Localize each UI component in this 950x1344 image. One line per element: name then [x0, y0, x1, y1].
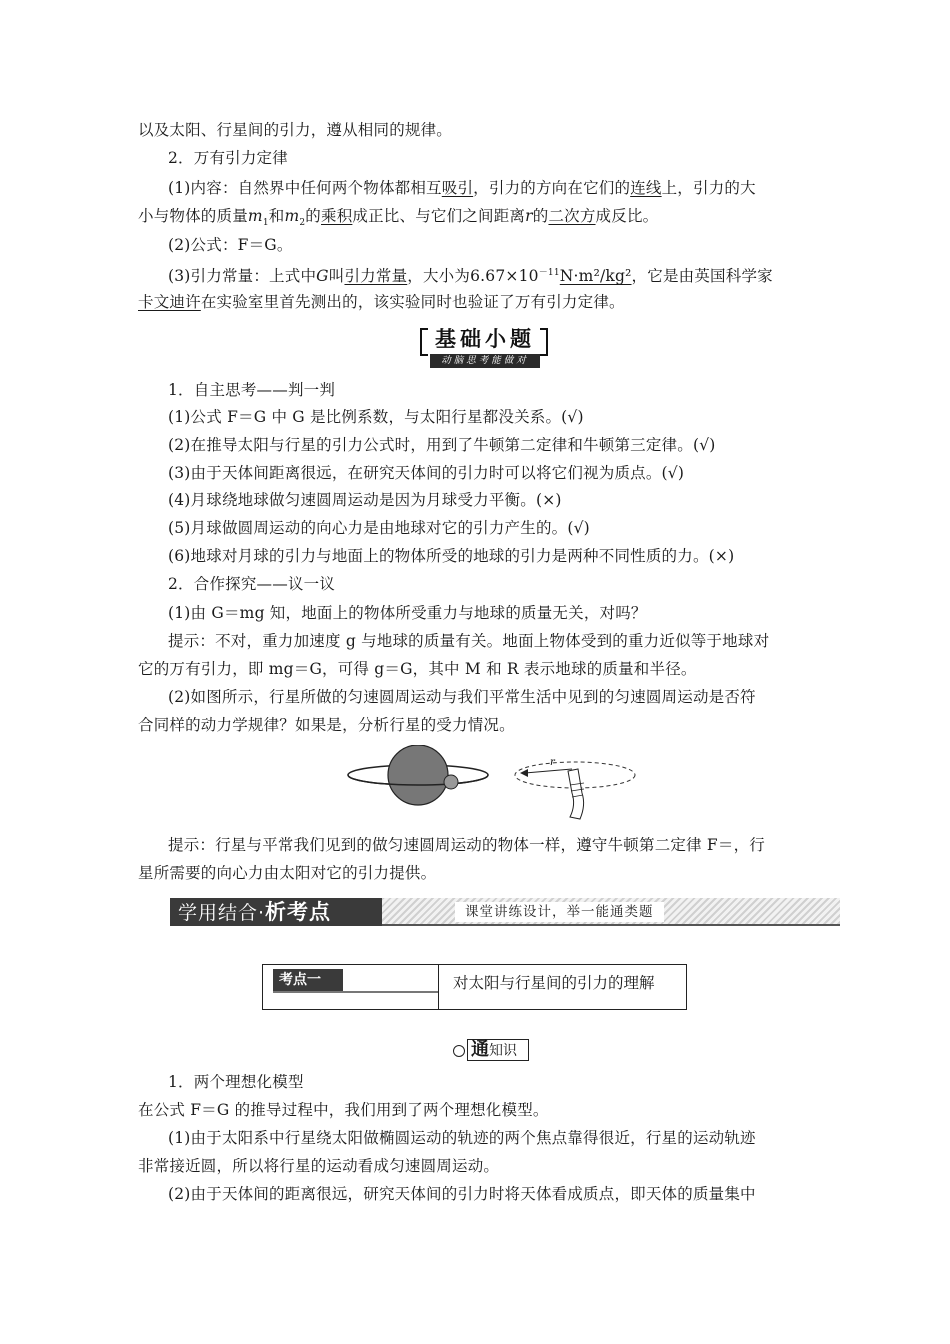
bracket-right — [540, 328, 548, 356]
exam-point-tag: 考点一 — [273, 969, 343, 991]
answer-blank: 引力常量 — [344, 267, 408, 286]
quiz-line: (1)由 G＝mg 知，地面上的物体所受重力与地球的质量无关，对吗？ — [168, 604, 647, 622]
string-line — [525, 769, 572, 773]
hint-line: 星所需要的向心力由太阳对它的引力提供。 — [138, 864, 437, 882]
exam-point-title: 对太阳与行星间的引力的理解 — [453, 974, 655, 992]
quiz-line: 合同样的动力学规律？如果是，分析行星的受力情况。 — [138, 716, 515, 734]
tag-underline — [273, 991, 438, 993]
text-line: 以及太阳、行星间的引力，遵从相同的规律。 — [138, 121, 453, 139]
law-content-line: (1)内容：自然界中任何两个物体都相互吸引，引力的方向在它们的连线上，引力的大 — [168, 179, 756, 197]
constant-line: 卡文迪许在实验室里首先测出的，该实验同时也验证了万有引力定律。 — [138, 293, 625, 311]
hand-icon — [568, 769, 584, 819]
quiz-line: 1．自主思考——判一判 — [168, 381, 336, 399]
answer-blank: 连线 — [630, 179, 662, 197]
quiz-line: 2．合作探究——议一议 — [168, 575, 336, 593]
knowledge-badge — [453, 1039, 531, 1063]
text-line: 非常接近圆，所以将行星的运动看成匀速圆周运动。 — [138, 1157, 500, 1175]
formula-line: (2)公式：F＝G。 — [168, 236, 293, 254]
quiz-line: (6)地球对月球的引力与地面上的物体所受的地球的引力是两种不同性质的力。(×) — [168, 547, 735, 565]
text-line: (2)由于天体间的距离很远，研究天体间的引力时将天体看成质点，即天体的质量集中 — [168, 1185, 756, 1203]
quiz-line: (4)月球绕地球做匀速圆周运动是因为月球受力平衡。(×) — [168, 491, 562, 509]
sun-icon — [388, 745, 448, 805]
answer-blank: N·m²/kg² — [559, 267, 632, 286]
banner-title: 基础小题 — [435, 327, 535, 351]
answer-blank: 卡文迪许 — [138, 293, 201, 311]
banner-heading: 学用结合·析考点 — [170, 898, 382, 926]
banner-subtitle: 动脑思考能做对 — [430, 354, 540, 368]
law-content-line: 小与物体的质量$m_1$和$m_2$的乘积成正比、与它们之间距离r的二次方成反比。 — [138, 207, 659, 229]
quiz-line: (1)公式 F＝G 中 G 是比例系数，与太阳行星都没关系。(√) — [168, 408, 584, 426]
heart-icon — [453, 1045, 465, 1057]
planet-icon — [444, 775, 458, 789]
answer-blank: 二次方 — [548, 207, 596, 225]
banner-tagline: 课堂讲练设计，举一能通类题 — [455, 902, 664, 922]
banner-rule — [382, 924, 840, 926]
text-line: 在公式 F＝G 的推导过程中，我们用到了两个理想化模型。 — [138, 1101, 549, 1119]
ball-icon — [520, 769, 528, 777]
section-heading: 2．万有引力定律 — [168, 149, 288, 167]
quiz-line: (2)在推导太阳与行星的引力公式时，用到了牛顿第二定律和牛顿第三定律。(√) — [168, 436, 716, 454]
quiz-line: (3)由于天体间距离很远，在研究天体间的引力时可以将它们视为质点。(√) — [168, 464, 685, 482]
quiz-line: 它的万有引力，即 mg＝G，可得 g＝G，其中 M 和 R 表示地球的质量和半径。 — [138, 660, 697, 678]
answer-blank: 乘积 — [321, 207, 353, 225]
badge-label: 通知识 — [467, 1039, 529, 1061]
text-line: (1)由于太阳系中行星绕太阳做椭圆运动的轨迹的两个焦点靠得很近，行星的运动轨迹 — [168, 1129, 756, 1147]
hint-line: 提示：行星与平常我们见到的做匀速圆周运动的物体一样，遵守牛顿第二定律 F＝，行 — [168, 836, 765, 854]
radius-label: r — [550, 757, 555, 768]
basic-questions-banner — [420, 326, 550, 370]
quiz-line: (2)如图所示，行星所做的匀速圆周运动与我们平常生活中见到的匀速圆周运动是否符 — [168, 688, 756, 706]
exam-point-box — [262, 964, 687, 1010]
text-line: 1．两个理想化模型 — [168, 1073, 304, 1091]
quiz-line: 提示：不对，重力加速度 g 与地球的质量有关。地面上物体受到的重力近似等于地球对 — [168, 632, 770, 650]
quiz-line: (5)月球做圆周运动的向心力是由地球对它的引力产生的。(√) — [168, 519, 590, 537]
constant-line: (3)引力常量：上式中G叫引力常量，大小为$6.67\times 10^{-11}N\cdot m^2$/kg²，它是由英国科学家 — [168, 267, 773, 286]
box-divider — [438, 965, 439, 1009]
orbit-figure — [340, 745, 640, 845]
answer-blank: 吸引 — [441, 179, 474, 197]
section-banner — [170, 898, 840, 926]
